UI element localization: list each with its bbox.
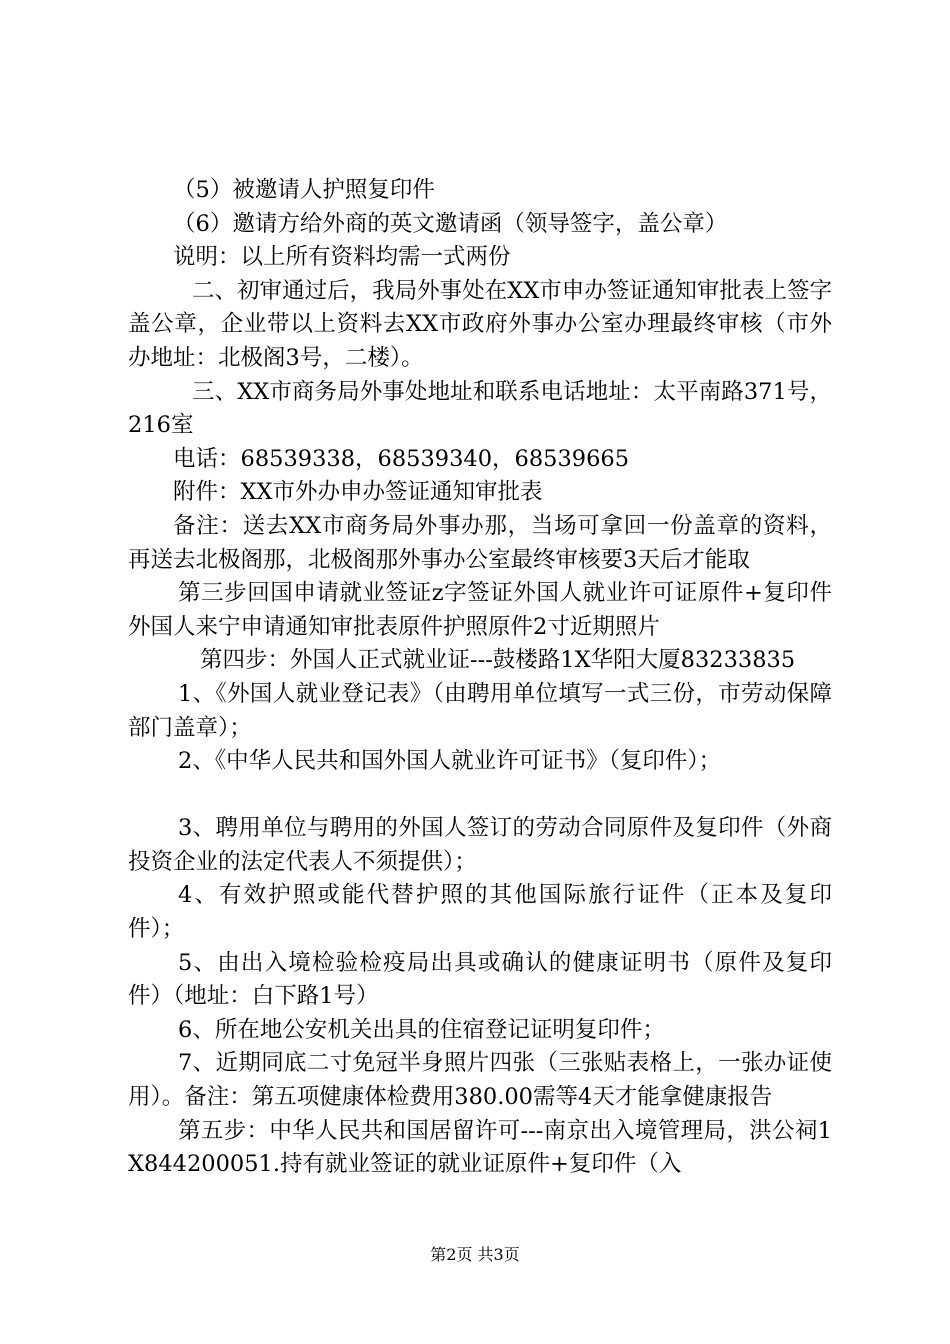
paragraph-item-2: 2、《中华人民共和国外国人就业许可证书》（复印件）； [178,748,722,775]
paragraph-attachment: 附件：XX市外办申办签证通知审批表 [173,479,543,506]
paragraph-fourth-step: 第四步：外国人正式就业证---鼓楼路1X华阳大厦83233835 [200,647,796,674]
paragraph-item-3: 3、聘用单位与聘用的外国人签订的劳动合同原件及复印件（外商投资企业的法定代表人不须提供）； [128,815,832,875]
paragraph-invitation-letter: （6）邀请方给外商的英文邀请函（领导签字，盖公章） [173,210,728,237]
paragraph-invitee-passport-copy: （5）被邀请人护照复印件 [173,177,435,203]
paragraph-item-4: 4、有效护照或能代替护照的其他国际旅行证件（正本及复印件）； [128,882,832,943]
paragraph-item-6: 6、所在地公安机关出具的住宿登记证明复印件； [178,1016,665,1043]
page-footer: 第2页 共3页 [430,1245,520,1264]
paragraph-third-step: 第三步回国申请就业签证z字签证外国人就业许可证原件+复印件外国人来宁申请通知审批表原件护照原件2寸近期照片 [128,580,832,640]
paragraph-phone: 电话：68539338，68539340，68539665 [173,445,630,472]
blank-line [128,779,832,813]
paragraph-note-duplicate: 说明：以上所有资料均需一式两份 [173,244,511,271]
paragraph-item-7: 7、近期同底二寸免冠半身照片四张（三张贴表格上，一张办证使用）。备注：第五项健康体检费用380.00需等4天才能拿健康报告 [128,1050,832,1111]
paragraph-item-1: 1、《外国人就业登记表》（由聘用单位填写一式三份，市劳动保障部门盖章）； [128,680,832,741]
paragraph-remark: 备注：送去XX市商务局外事办那，当场可拿回一份盖章的资料，再送去北极阁那，北极阁那外事办公室最终审核要3天后才能取 [128,512,832,573]
document-body [128,174,832,1182]
paragraph-item-5: 5、由出入境检验检疫局出具或确认的健康证明书（原件及复印件）（地址：白下路1号） [128,949,832,1010]
paragraph-fifth-step: 第五步：中华人民共和国居留许可---南京出入境管理局，洪公祠1X844200051.持有就业签证的就业证原件+复印件（入 [128,1117,832,1178]
paragraph-step-three-address: 三、XX市商务局外事处地址和联系电话地址：太平南路371号，216室 [128,378,832,439]
paragraph-step-two-review: 二、初审通过后，我局外事处在XX市申办签证通知审批表上签字盖公章，企业带以上资料去XX市政府外事办公室办理最终审核（市外办地址：北极阁3号，二楼）。 [128,277,832,371]
